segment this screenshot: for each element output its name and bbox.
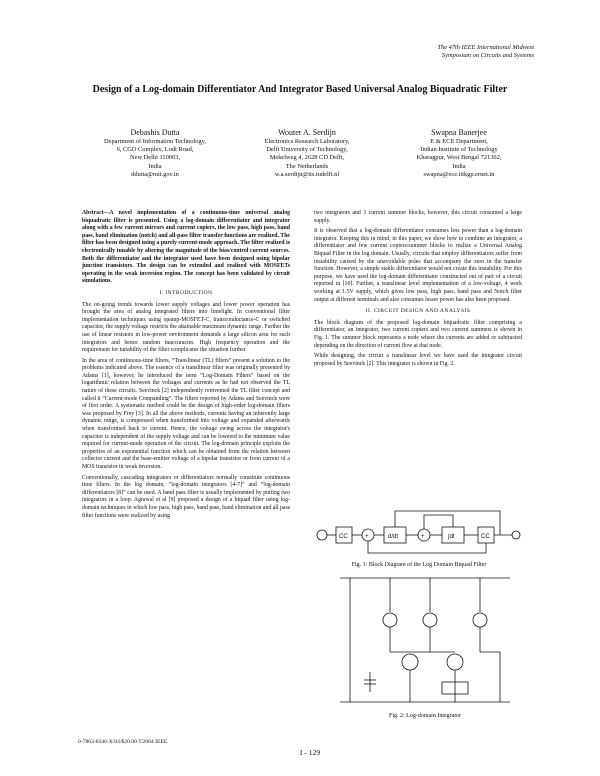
author-affiliation: Department of Information Technology,: [104, 138, 206, 145]
paper-title: Design of a Log-domain Differentiator And Integrator Based Universal Analog Biquadratic Filter: [92, 84, 508, 95]
author-name: Swapna Banerjee: [431, 128, 487, 137]
author-country: India: [452, 162, 466, 170]
paragraph: It is observed that a log-domain differentiator consumes less power than a log-domain integrator. Keeping this in mind, in this paper, we show how to combine an integrator, a differentiator and few current copiers/summer blocks to realize a Universal Analog Biquad Filter in the log domain. Usually, circuits that employ differentiators suffer from instability caused by the unavoidable poles that accompany the zero in the transfer function. However, a simple stable differentiator would not create this instability. For this purpose, we have used the log-domain differentiator constructed out of part of a circuit reported in [10]. Further, a translinear level implementation of a low-voltage, 4 work working at 1.5V supply, which gives low pass, high pass, band pass and Notch filter output at different terminals and also consumes lesser power has also been proposed.: [314, 228, 522, 303]
paragraph: The block diagram of the proposed log-domain biquadratic filter comprising a differentiator, an integrator, two current copiers and two current summers is shown in Fig. 1. The summer block represents a node where the currents are added or subtracted depending on the direction of current flow at that node.: [314, 319, 522, 349]
author-country: The Netherlands: [285, 162, 329, 170]
author-name: Debashis Dutta: [130, 128, 180, 137]
paragraph: The on-going trends towards lower supply voltages and lower power operation has brought the area of analog integrated filters into limelight. In conventional filter implementation techniques using opamp-MOSFET-C, transconductance-C or switched capacitor, the supply voltage restricts the attainable maximum dynamic range. Further the use of linear resistors in low-power environment demands a large silicon area for such integrators and hence random inaccuracies. High frequency operation and the requirement for tunability of the filter complicates the situation further.: [82, 301, 290, 354]
author-city: Kharagpur, West Bengal 721302,: [416, 154, 502, 162]
header-line-2: Symposium on Circuits and Systems: [441, 52, 534, 59]
conference-header: [334, 44, 534, 60]
author-block-1: [80, 128, 230, 179]
figure-2-caption: Fig. 2: Log-domain Integrator: [389, 713, 461, 719]
author-email: ddutta@mit.gov.in: [131, 170, 179, 178]
svg-text:+: +: [365, 534, 369, 540]
svg-text:d/dt: d/dt: [388, 534, 399, 540]
right-column: [314, 210, 522, 371]
paragraph: While designing, the circuit a translinear level we have used the integrator circuit proposed by Seevinck [2]. This integrator is shown in Fig. 2.: [314, 353, 522, 367]
author-country: India: [148, 162, 162, 170]
author-address: 6, CGO Complex, Lodi Road,: [116, 146, 194, 154]
author-block-2: [232, 128, 382, 179]
svg-text:∫dt: ∫dt: [448, 534, 455, 540]
paragraph: two integrators and 3 current summer blocks, however, this circuit consumed a large supply.: [314, 210, 522, 224]
author-block-3: [384, 128, 534, 179]
header-line-1: The 47th IEEE International Midwest: [437, 44, 534, 51]
figure-1-block-diagram: [314, 505, 524, 568]
section-heading-introduction: I. INTRODUCTION: [159, 289, 213, 296]
svg-text:CC: CC: [339, 534, 348, 540]
copyright-footer: 0-7803-8346-X/04/$20.00 ©2004 IEEE: [78, 739, 168, 745]
svg-text:+: +: [421, 534, 425, 540]
author-name: Wouter A. Serdijn: [278, 128, 336, 137]
block-diagram-graphic: [314, 505, 524, 557]
abstract: Abstract—A novel implementation of a continuous-time universal analog biquadratic filter is presented. Using a log-domain differentiator and integrator along with a few current mirrors and current copiers, the low pass, high pass, band pass, band elimination (notch) and all-pass filter transfer functions are realized. The filter has been designed using a purely current-mode approach. The filter realized is electronically tunable by altering the magnitude of the bias/control current sources. Both the differentiator and the integrator used have been designed using bipolar junction transistors. The design can be extended and realized with MOSFETs operating in the weak inversion region. The concept has been validated by circuit simulations.: [82, 210, 290, 285]
paragraph: Conventionally, cascading integrators or differentiators normally constitute continuous time filters. In the log domain, “log-domain integrators [4-7]” and “log-domain differentiators [8]” can be used. A band pass filter is usually implemented by putting two integrators in a loop. Agrawal et al [9] proposed a design of a biquad filter using log-domain techniques in which low pass, high pass, band pass, band elimination and all pass filter functions were realized by using: [82, 474, 290, 519]
author-affiliation: Electronics Research Laboratory,: [264, 138, 350, 145]
author-affiliation: E & ECE Department,: [430, 138, 488, 145]
author-city: Mekelweg 4, 2628 CD Delft,: [269, 154, 345, 162]
svg-text:CC: CC: [481, 534, 490, 540]
author-email: w.a.serdijn@its.tudelft.nl: [274, 170, 340, 178]
author-address: Delft University of Technology,: [266, 146, 348, 154]
integrator-schematic-graphic: [330, 572, 520, 708]
author-email: swapna@ece.iitkgp.ernet.in: [423, 170, 495, 178]
paragraph: In the area of continuous-time filters, “Translinear (TL) filters” present a solution to the problems indicated above. The essence of a translinear filter was originally presented by Adams [1], however, he introduced the term “Log-Domain Filters” based on the logarithmic relation between the voltages and currents as he had not observed the TL nature of these circuits. Seevinck [2] independently reinvented the TL filter concept and called it “Current-mode Companding”. The filters reported by Adams and Seevinck were of first order. A systematic method could be the design of high-order log-domain filters was proposed by Frey [3]. In all the above methods, currents having an inherently large dynamic range, is compressed when transformed into voltage and expanded afterwards when transformed back to current. Hence, the voltage swing across the integrator's capacitor is independent of the supply voltage and can be lowered to the minimum value required for current-mode operation of the circuit. The log-domain principle exploits the properties of an exponential function which can be obtained from the relation between collector current and the base-emitter voltage of a bipolar transistor or from current of a MOS transistor in weak inversion.: [82, 357, 290, 470]
figure-2-integrator-circuit: [330, 572, 520, 722]
section-heading-circuit-design: II. CIRCUIT DESIGN AND ANALYSIS: [365, 308, 471, 315]
author-address: Indian Institute of Technology: [420, 146, 498, 154]
author-city: New Delhi 110003,: [130, 154, 180, 162]
left-column: [82, 210, 290, 523]
page-number: I - 129: [299, 748, 321, 757]
figure-1-caption: Fig. 1: Block Diagram of the Log Domain Biquad Filter: [351, 562, 487, 568]
